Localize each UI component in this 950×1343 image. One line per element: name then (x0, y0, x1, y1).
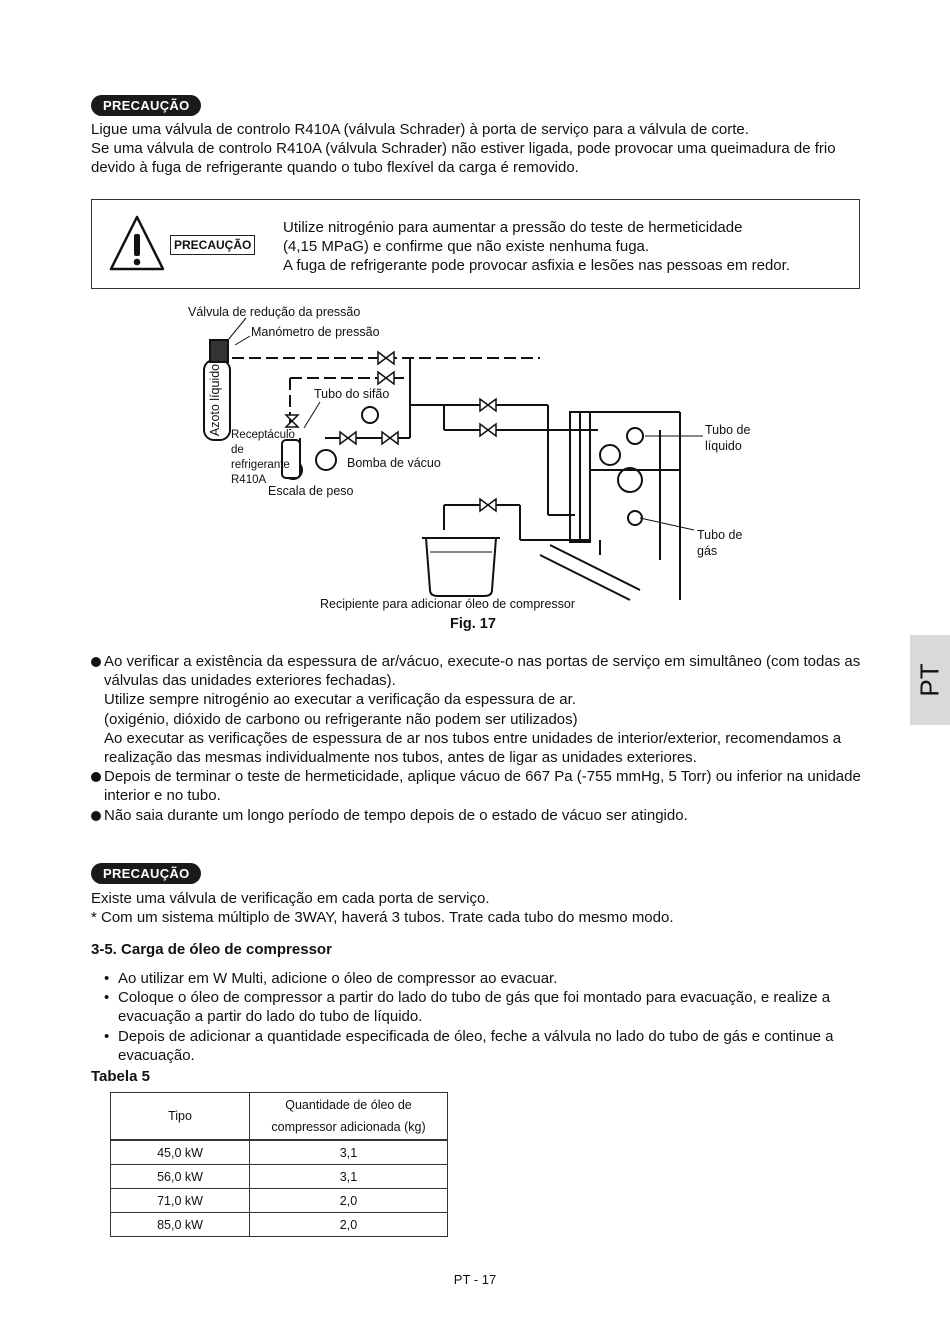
warning-line: Utilize nitrogénio para aumentar a pressão do teste de hermeticidade (283, 219, 743, 236)
bullet-line: Ao verificar a existência da espessura de ar/vácuo, execute-o nas portas de serviço em simultâneo (com todas as válvulas das unidades exteriores fechadas). (104, 653, 861, 690)
caution-line: Ligue uma válvula de controlo R410A (válvula Schrader) à porta de serviço para a válvula de corte. (91, 121, 749, 138)
bullet-line: (oxigénio, dióxido de carbono ou refrigerante não podem ser utilizados) (104, 710, 578, 728)
table-5 (110, 1092, 448, 1237)
table-header-amount-line: compressor adicionada (kg) (271, 1120, 426, 1134)
table-cell-type: 85,0 kW (111, 1213, 250, 1237)
label-pressure-gauge: Manómetro de pressão (251, 325, 380, 339)
warning-label: PRECAUÇÃO (170, 235, 255, 255)
table-cell-amount: 2,0 (250, 1189, 448, 1213)
label-receptacle-line: Receptáculo (231, 429, 295, 441)
section-list-text: Ao utilizar em W Multi, adicione o óleo de compressor ao evacuar. (118, 970, 558, 987)
table-cell-amount: 2,0 (250, 1213, 448, 1237)
page-number: PT - 17 (453, 1272, 497, 1287)
label-liquid-tube-line: Tubo de (705, 423, 751, 437)
bullet-line: Não saia durante um longo período de tempo depois de o estado de vácuo ser atingido. (104, 806, 688, 824)
bullet-item (91, 806, 861, 825)
warning-triangle-icon (108, 214, 166, 272)
label-siphon-tube: Tubo do sifão (314, 387, 390, 401)
table-row (111, 1213, 448, 1237)
label-gas-tube (697, 527, 742, 559)
caution-line: Existe uma válvula de verificação em cada porta de serviço. (91, 890, 490, 907)
bullet-list (91, 652, 861, 825)
table-header-row (111, 1093, 448, 1141)
label-receptacle-line: R410A (231, 474, 267, 486)
section-title: 3-5. Carga de óleo de compressor (91, 941, 332, 958)
caution-line: * Com um sistema múltiplo de 3WAY, haverá 3 tubos. Trate cada tubo do mesmo modo. (91, 909, 674, 927)
caution-text (91, 889, 871, 927)
table-row (111, 1165, 448, 1189)
label-weight-scale: Escala de peso (268, 484, 354, 498)
table-cell-type: 56,0 kW (111, 1165, 250, 1189)
caution-text (91, 120, 871, 178)
figure-caption: Fig. 17 (450, 616, 496, 632)
language-tab-label: PT (914, 663, 945, 697)
warning-box (91, 199, 860, 289)
caution-badge: PRECAUÇÃO (91, 863, 201, 884)
bullet-dot (91, 811, 101, 821)
label-gas-tube-line: gás (697, 544, 718, 558)
caution-badge: PRECAUÇÃO (91, 95, 201, 116)
label-receptacle-line: de (231, 444, 244, 456)
table-cell-type: 71,0 kW (111, 1189, 250, 1213)
caution-line: Se uma válvula de controlo R410A (válvula Schrader) não estiver ligada, pode provocar uma queimadura de frio devido à fuga de refrigerante quando o tubo flexível da carga é removido. (91, 140, 836, 177)
label-gas-tube-line: Tubo de (697, 528, 743, 542)
table-header-amount (250, 1093, 448, 1141)
section-list-item: • Coloque o óleo de compressor a partir do lado do tubo de gás que foi montado para evacuação, e realize a evacuação a partir do lado do tubo de líquido. (100, 988, 840, 1026)
warning-text (283, 218, 843, 275)
label-pressure-reducer: Válvula de redução da pressão (188, 305, 361, 319)
table-cell-amount: 3,1 (250, 1140, 448, 1165)
bullet-line: Depois de terminar o teste de hermeticidade, aplique vácuo de 667 Pa (-755 mmHg, 5 Torr) ou inferior na unidade interior e no tubo. (104, 768, 861, 805)
section-list (100, 969, 840, 1065)
bullet-line: Ao executar as verificações de espessura de ar nos tubos entre unidades de interior/exterior, recomendamos a realização das mesmas individualmente nos tubos, antes de ligar as unidades exteriores. (104, 729, 842, 767)
section-list-text: Depois de adicionar a quantidade especificada de óleo, feche a válvula no lado do tubo de gás e continue a evacuação. (118, 1027, 834, 1064)
bullet-item (91, 767, 861, 805)
bullet-item (91, 652, 861, 767)
table-header-amount-line: Quantidade de óleo de (285, 1098, 412, 1112)
label-liquid-tube-line: líquido (705, 439, 742, 453)
section-list-text: Coloque o óleo de compressor a partir do lado do tubo de gás que foi montado para evacuação, e realize a evacuação a partir do lado do tubo de líquido. (118, 989, 831, 1026)
bullet-dot (91, 772, 101, 782)
warning-line: (4,15 MPaG) e confirme que não existe nenhuma fuga. (283, 238, 650, 255)
table-header-type: Tipo (111, 1093, 250, 1141)
label-vacuum-pump: Bomba de vácuo (347, 456, 441, 470)
table-row (111, 1189, 448, 1213)
table-title: Tabela 5 (91, 1068, 150, 1085)
table-row (111, 1140, 448, 1165)
bullet-dot (91, 657, 101, 667)
table-cell-amount: 3,1 (250, 1165, 448, 1189)
label-receptacle (231, 428, 295, 488)
table-cell-type: 45,0 kW (111, 1140, 250, 1165)
fig17-diagram (0, 295, 950, 615)
label-oil-container: Recipiente para adicionar óleo de compressor (320, 597, 576, 611)
label-liquid-nitrogen: Azoto líquido (208, 363, 222, 437)
bullet-line: Utilize sempre nitrogénio ao executar a verificação da espessura de ar. (104, 691, 576, 709)
label-receptacle-line: refrigerante (231, 459, 290, 471)
warning-line: A fuga de refrigerante pode provocar asfixia e lesões nas pessoas em redor. (283, 257, 790, 274)
language-tab (910, 635, 950, 725)
section-list-item: • Ao utilizar em W Multi, adicione o óleo de compressor ao evacuar. (100, 969, 840, 988)
label-liquid-tube (705, 422, 750, 454)
section-list-item: • Depois de adicionar a quantidade especificada de óleo, feche a válvula no lado do tubo de gás e continue a evacuação. (100, 1027, 840, 1065)
